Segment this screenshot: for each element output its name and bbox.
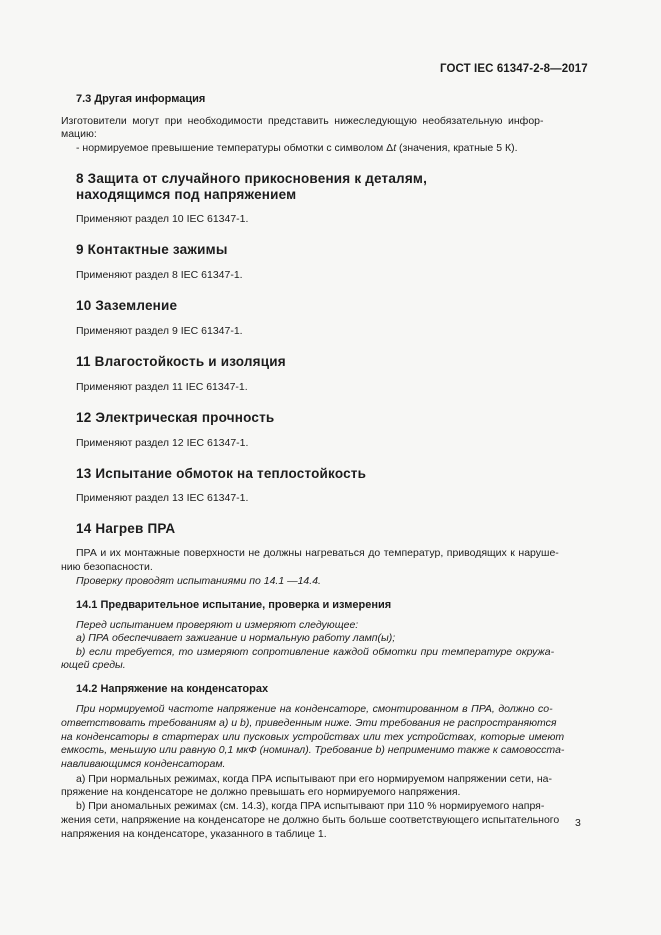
section-14-2-intro-line-5: навливающимся конденсаторам. — [61, 758, 226, 770]
section-14-2-item-a-line-2: пряжение на конденсаторе не должно превышать его нормируемого напряжения. — [61, 786, 461, 798]
section-14-1-item-b: b) если требуется, то измеряют сопротивление каждой обмотки при температуре окружа- — [76, 646, 555, 658]
section-12-text: Применяют раздел 12 IEC 61347-1. — [76, 437, 249, 449]
list-item-text-end: (значения, кратные 5 К). — [396, 142, 518, 154]
section-14-1-item-a: a) ПРА обеспечивает зажигание и нормальную работу ламп(ы); — [76, 632, 396, 644]
section-9-text: Применяют раздел 8 IEC 61347-1. — [76, 269, 243, 281]
section-8-title-line-1: 8 Защита от случайного прикосновения к деталям, — [76, 171, 428, 186]
section-9-title: 9 Контактные зажимы — [76, 242, 228, 257]
section-14-1-item-b-cont: ющей среды. — [61, 659, 126, 671]
section-10-title: 10 Заземление — [76, 298, 178, 313]
section-14-para-line-2: нию безопасности. — [61, 561, 153, 573]
section-14-2-item-b-line-1: b) При аномальных режимах (см. 14.3), когда ПРА испытывают при 110 % нормируемого напря- — [76, 800, 545, 812]
section-14-2-intro-line-2: ответствовать требованиям a) и b), приведенным ниже. Эти требования не распространяются — [61, 717, 557, 729]
section-7-3-para-line-1: Изготовители могут при необходимости представить нижеследующую необязательную инфор- — [61, 115, 544, 127]
section-14-2-item-b-line-2: жения сети, напряжение на конденсаторе не должно быть больше соответствующего испытательного — [61, 814, 560, 826]
section-14-check-note: Проверку проводят испытаниями по 14.1 —14.4. — [76, 575, 321, 587]
section-14-title: 14 Нагрев ПРА — [76, 521, 176, 536]
section-14-2-intro-line-3: на конденсаторы в стартерах или пусковых устройствах или тех устройствах, которые имеют — [61, 731, 565, 743]
section-11-text: Применяют раздел 11 IEC 61347-1. — [76, 381, 248, 393]
section-11-title: 11 Влагостойкость и изоляция — [76, 354, 286, 369]
section-13-text: Применяют раздел 13 IEC 61347-1. — [76, 492, 249, 504]
section-8-title-line-2: находящимся под напряжением — [76, 187, 297, 202]
page-number: 3 — [575, 817, 581, 829]
section-7-3-title: 7.3 Другая информация — [76, 93, 206, 105]
section-8-text: Применяют раздел 10 IEC 61347-1. — [76, 213, 249, 225]
section-14-2-item-a-line-1: a) При нормальных режимах, когда ПРА испытывают при его нормируемом напряжении сети, на- — [76, 773, 552, 785]
section-10-text: Применяют раздел 9 IEC 61347-1. — [76, 325, 243, 337]
section-13-title: 13 Испытание обмоток на теплостойкость — [76, 466, 367, 481]
section-14-1-line-1: Перед испытанием проверяют и измеряют следующее: — [76, 619, 359, 631]
section-14-2-intro-line-4: емкость, меньшую или равную 0,1 мкФ (номинал). Требование b) неприменимо также к самовосста- — [61, 744, 565, 756]
list-item-text: - нормируемое превышение температуры обмотки с символом Δ — [76, 142, 394, 154]
list-item-symbol: t — [393, 142, 397, 154]
section-14-2-intro-line-1: При нормируемой частоте напряжение на конденсаторе, смонтированном в ПРА, должно со- — [76, 703, 553, 715]
section-14-2-item-b-line-3: напряжения на конденсаторе, указанного в таблице 1. — [61, 828, 327, 840]
section-14-para-line-1: ПРА и их монтажные поверхности не должны нагреваться до температур, приводящих к наруше- — [76, 547, 559, 559]
section-14-2-title: 14.2 Напряжение на конденсаторах — [76, 683, 269, 695]
section-7-3-list-item — [76, 142, 517, 154]
document-header: ГОСТ IEC 61347-2-8—2017 — [440, 63, 588, 75]
section-12-title: 12 Электрическая прочность — [76, 410, 275, 425]
section-7-3-para-line-2: мацию: — [61, 128, 97, 140]
section-14-1-title: 14.1 Предварительное испытание, проверка и измерения — [76, 599, 392, 611]
